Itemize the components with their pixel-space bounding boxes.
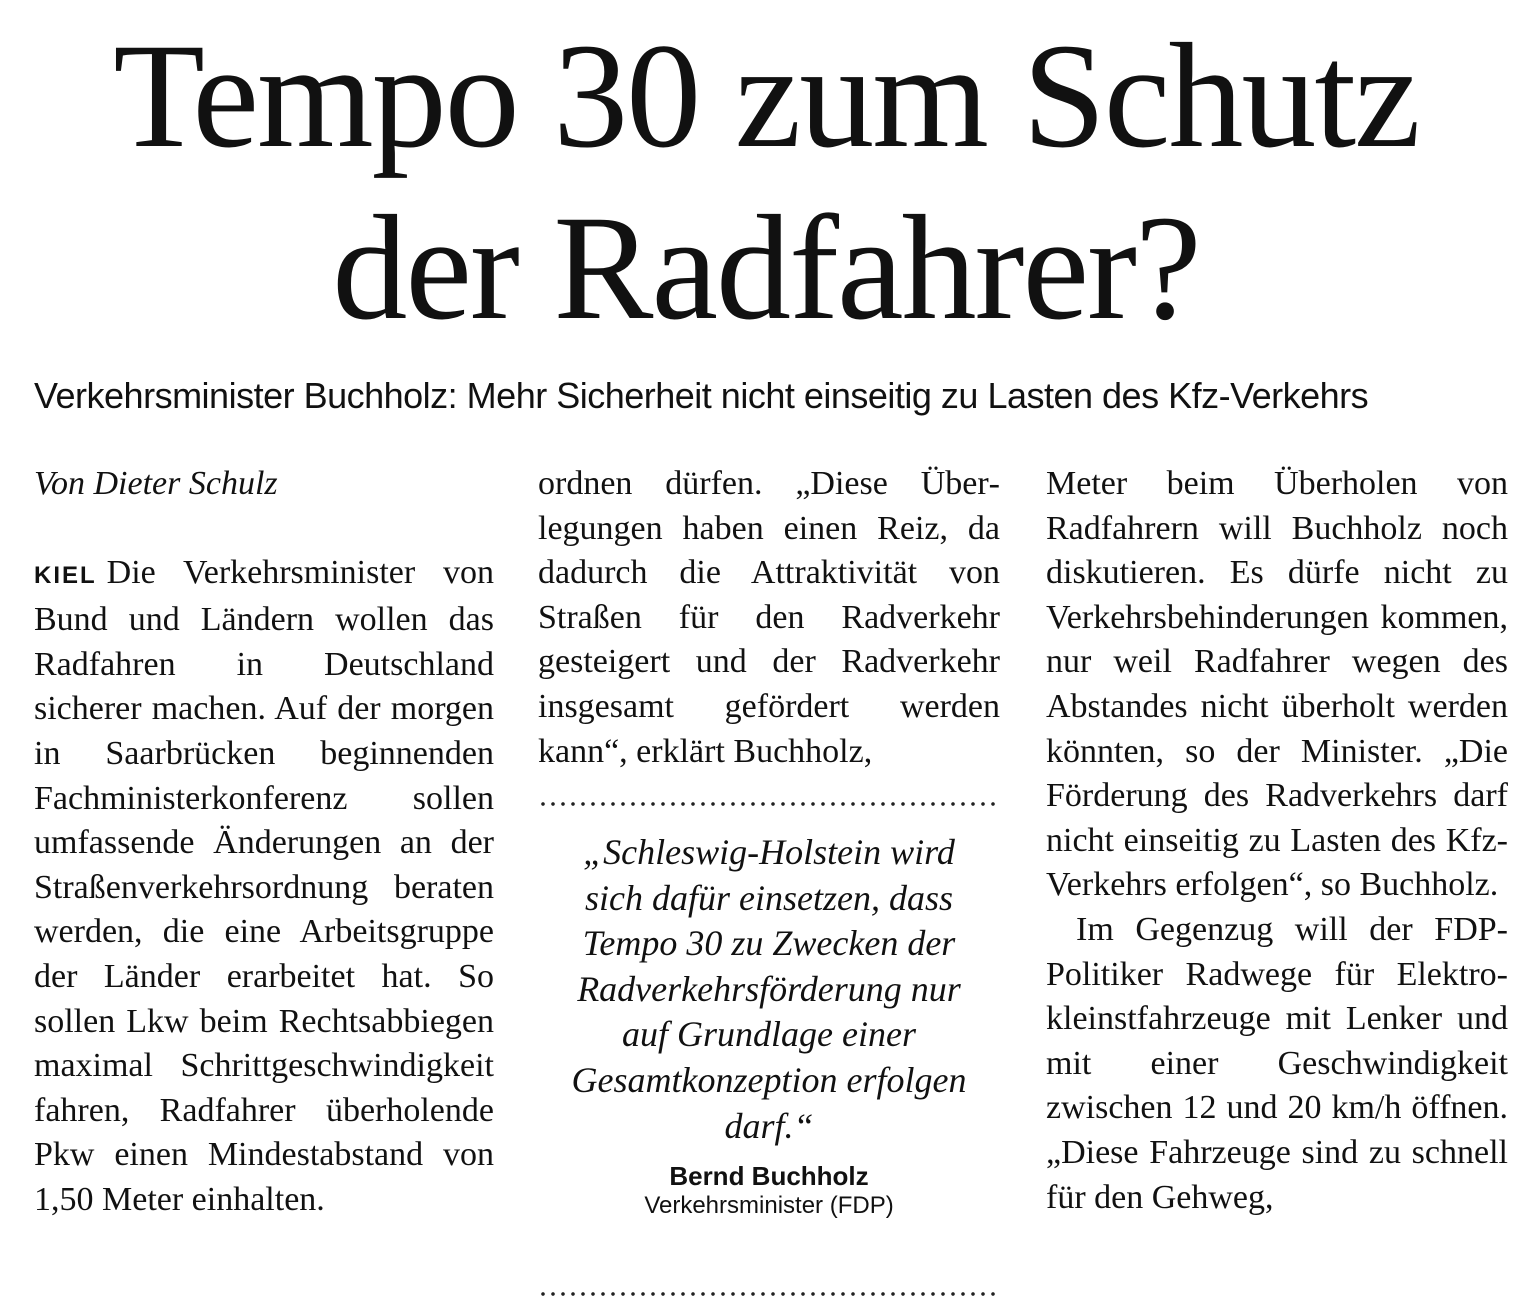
quote-author: Bernd Buchholz (669, 1161, 869, 1192)
column-1-paragraph (34, 551, 494, 1223)
column-3-paragraph-2: Im Gegenzug will der FDP-Politiker Radwege für Elektrokleinstfahrzeuge mit Lenker und mit einer Geschwindigkeit zwischen 12 und 20 km/h öffnen. „Diese Fahrzeuge sind zu schnell für den Gehweg, (1046, 910, 1508, 1216)
dateline: KIEL (34, 561, 97, 589)
column-1 (34, 462, 494, 1223)
headline-line-1: Tempo 30 zum Schutz (113, 13, 1419, 179)
quote-text: „Schleswig-Holstein wird sich dafür einsetzen, dass Tempo 30 zu Zwecken der Radverkehrsförderung nur auf Grundlage einer Gesamtkonzeption erfolgen darf.“ (571, 832, 967, 1146)
column-2-text: ordnen dürfen. „Diese Überlegungen haben einen Reiz, da dadurch die Attraktivität von Straßen für den Radverkehr gesteigert und der Radverkehr insgesamt gefördert werden kann“, erklärt Buchholz, (538, 465, 1000, 770)
quote-role: Verkehrsminister (FDP) (644, 1192, 894, 1220)
column-1-text: Die Verkehrsminister von Bund und Ländern wollen das Radfahren in Deutschland sicherer machen. Auf der morgen in Saarbrücken beginnenden Fachministerkonferenz sollen umfassende Änderungen an der Straßenverkehrsordnung beraten werden, die eine Arbeitsgruppe der Länder erarbeitet hat. So sollen Lkw beim Rechtsabbiegen maximal Schrittgeschwindigkeit fahren, Radfahrer überholende Pkw einen Mindestabstand von 1,50 Meter einhalten. (34, 553, 494, 1218)
subheadline: Verkehrsminister Buchholz: Mehr Sicherheit nicht einseitig zu Lasten des Kfz-Verkehrs (34, 375, 1369, 416)
column-3-paragraph-1: Meter beim Überholen von Radfahrern will Buchholz noch diskutieren. Es dürfe nicht zu Verkehrsbehinderungen kommen, nur weil Radfahrer wegen des Abstandes nicht überholt werden könnten, so der Minister. „Die Förderung des Radverkehrs darf nicht einseitig zu Lasten des Kfz-Verkehrs erfolgen“, so Buchholz. (1046, 465, 1508, 904)
headline-line-2: der Radfahrer? (332, 185, 1200, 351)
column-3 (1046, 462, 1508, 1220)
column-2 (538, 462, 1000, 774)
byline: Von Dieter Schulz (34, 465, 278, 502)
quote-divider-top (538, 800, 1000, 808)
pull-quote (538, 830, 1000, 1221)
quote-divider-bottom (538, 1290, 1000, 1298)
